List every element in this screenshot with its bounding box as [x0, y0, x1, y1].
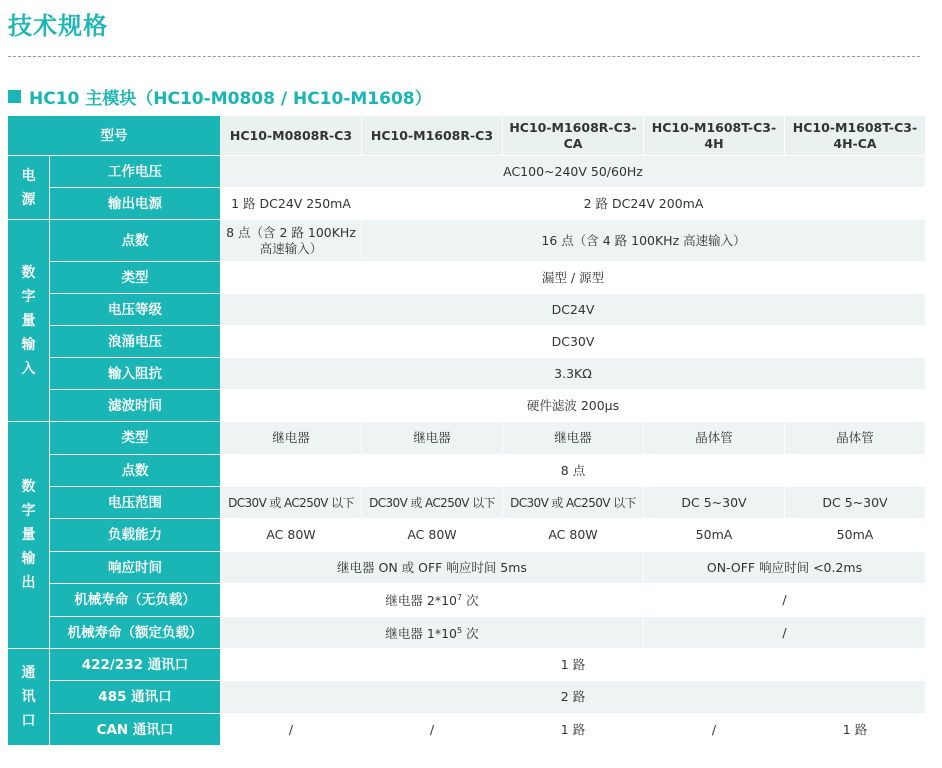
cell-value: / — [644, 617, 926, 649]
square-bullet-icon — [8, 90, 21, 103]
group-label-power: 电 源 — [8, 156, 50, 220]
cell-value: 继电器 — [503, 422, 644, 455]
cell-value: DC30V 或 AC250V 以下 — [362, 487, 503, 519]
table-row — [8, 617, 926, 649]
row-label: 类型 — [50, 422, 221, 455]
row-label: 工作电压 — [50, 156, 221, 188]
table-row — [8, 714, 926, 746]
table-row — [8, 188, 926, 220]
table-row — [8, 584, 926, 617]
cell-value: 2 路 — [221, 681, 926, 714]
table-row — [8, 455, 926, 487]
cell-value: ON-OFF 响应时间 <0.2ms — [644, 552, 926, 584]
model-header: HC10-M1608R-C3 — [362, 116, 503, 156]
cell-value: 1 路 DC24V 250mA — [221, 188, 362, 220]
row-label: 负载能力 — [50, 519, 221, 552]
cell-value: 2 路 DC24V 200mA — [362, 188, 926, 220]
table-row-model — [8, 116, 926, 156]
cell-value: / — [221, 714, 362, 746]
cell-value: 50mA — [644, 519, 785, 552]
cell-value: DC24V — [221, 294, 926, 326]
cell-value: 晶体管 — [785, 422, 926, 455]
section-title: HC10 主模块（HC10-M0808 / HC10-M1608） — [29, 89, 432, 109]
row-label: 电压等级 — [50, 294, 221, 326]
group-label-comm: 通 讯 口 — [8, 649, 50, 746]
page-title: 技术规格 — [8, 12, 108, 40]
table-row — [8, 422, 926, 455]
cell-value: DC30V — [221, 326, 926, 358]
cell-value: 1 路 — [785, 714, 926, 746]
cell-value: / — [644, 584, 926, 617]
table-row — [8, 326, 926, 358]
cell-value: DC30V 或 AC250V 以下 — [221, 487, 362, 519]
row-label: 浪涌电压 — [50, 326, 221, 358]
cell-value: 继电器 $1*10^5$ 次 — [221, 617, 644, 649]
model-header: HC10-M0808R-C3 — [221, 116, 362, 156]
row-label: 类型 — [50, 262, 221, 294]
cell-value: 16 点（含 4 路 100KHz 高速输入） — [362, 220, 926, 262]
cell-value: DC 5~30V — [785, 487, 926, 519]
table-row — [8, 519, 926, 552]
row-label: 滤波时间 — [50, 390, 221, 422]
row-label: 机械寿命（额定负载） — [50, 617, 221, 649]
cell-value: DC30V 或 AC250V 以下 — [503, 487, 644, 519]
spec-table — [7, 115, 926, 746]
cell-value: DC 5~30V — [644, 487, 785, 519]
cell-value: AC100~240V 50/60Hz — [221, 156, 926, 188]
section-heading — [8, 84, 432, 109]
cell-value: AC 80W — [503, 519, 644, 552]
table-row — [8, 262, 926, 294]
table-row — [8, 681, 926, 714]
cell-value: / — [644, 714, 785, 746]
dashed-divider — [8, 56, 920, 57]
cell-value: 1 路 — [221, 649, 926, 681]
cell-value: AC 80W — [362, 519, 503, 552]
table-row — [8, 358, 926, 390]
cell-value: AC 80W — [221, 519, 362, 552]
model-header: HC10-M1608R-C3-CA — [503, 116, 644, 156]
cell-value: 3.3KΩ — [221, 358, 926, 390]
cell-value: 8 点（含 2 路 100KHz 高速输入） — [221, 220, 362, 262]
table-row — [8, 220, 926, 262]
model-header: HC10-M1608T-C3-4H — [644, 116, 785, 156]
row-label: 点数 — [50, 455, 221, 487]
row-label: 485 通讯口 — [50, 681, 221, 714]
cell-value: 漏型 / 源型 — [221, 262, 926, 294]
table-row — [8, 649, 926, 681]
cell-value: 继电器 $2*10^7$ 次 — [221, 584, 644, 617]
cell-value: 8 点 — [221, 455, 926, 487]
cell-value: 晶体管 — [644, 422, 785, 455]
row-label: 输出电源 — [50, 188, 221, 220]
row-label: CAN 通讯口 — [50, 714, 221, 746]
row-label: 输入阻抗 — [50, 358, 221, 390]
row-label: 点数 — [50, 220, 221, 262]
model-header: HC10-M1608T-C3-4H-CA — [785, 116, 926, 156]
cell-value: 50mA — [785, 519, 926, 552]
table-row — [8, 156, 926, 188]
row-label: 电压范围 — [50, 487, 221, 519]
cell-value: 继电器 ON 或 OFF 响应时间 5ms — [221, 552, 644, 584]
table-row — [8, 390, 926, 422]
cell-value: 硬件滤波 200μs — [221, 390, 926, 422]
row-label: 响应时间 — [50, 552, 221, 584]
cell-value: 1 路 — [503, 714, 644, 746]
row-label: 机械寿命（无负载） — [50, 584, 221, 617]
cell-value: 继电器 — [221, 422, 362, 455]
table-row — [8, 487, 926, 519]
row-label: 422/232 通讯口 — [50, 649, 221, 681]
table-row — [8, 294, 926, 326]
cell-value: / — [362, 714, 503, 746]
row-label-model: 型号 — [8, 116, 221, 156]
cell-value: 继电器 — [362, 422, 503, 455]
table-row — [8, 552, 926, 584]
group-label-digital-input: 数 字 量 输 入 — [8, 220, 50, 422]
group-label-digital-output: 数 字 量 输 出 — [8, 422, 50, 649]
